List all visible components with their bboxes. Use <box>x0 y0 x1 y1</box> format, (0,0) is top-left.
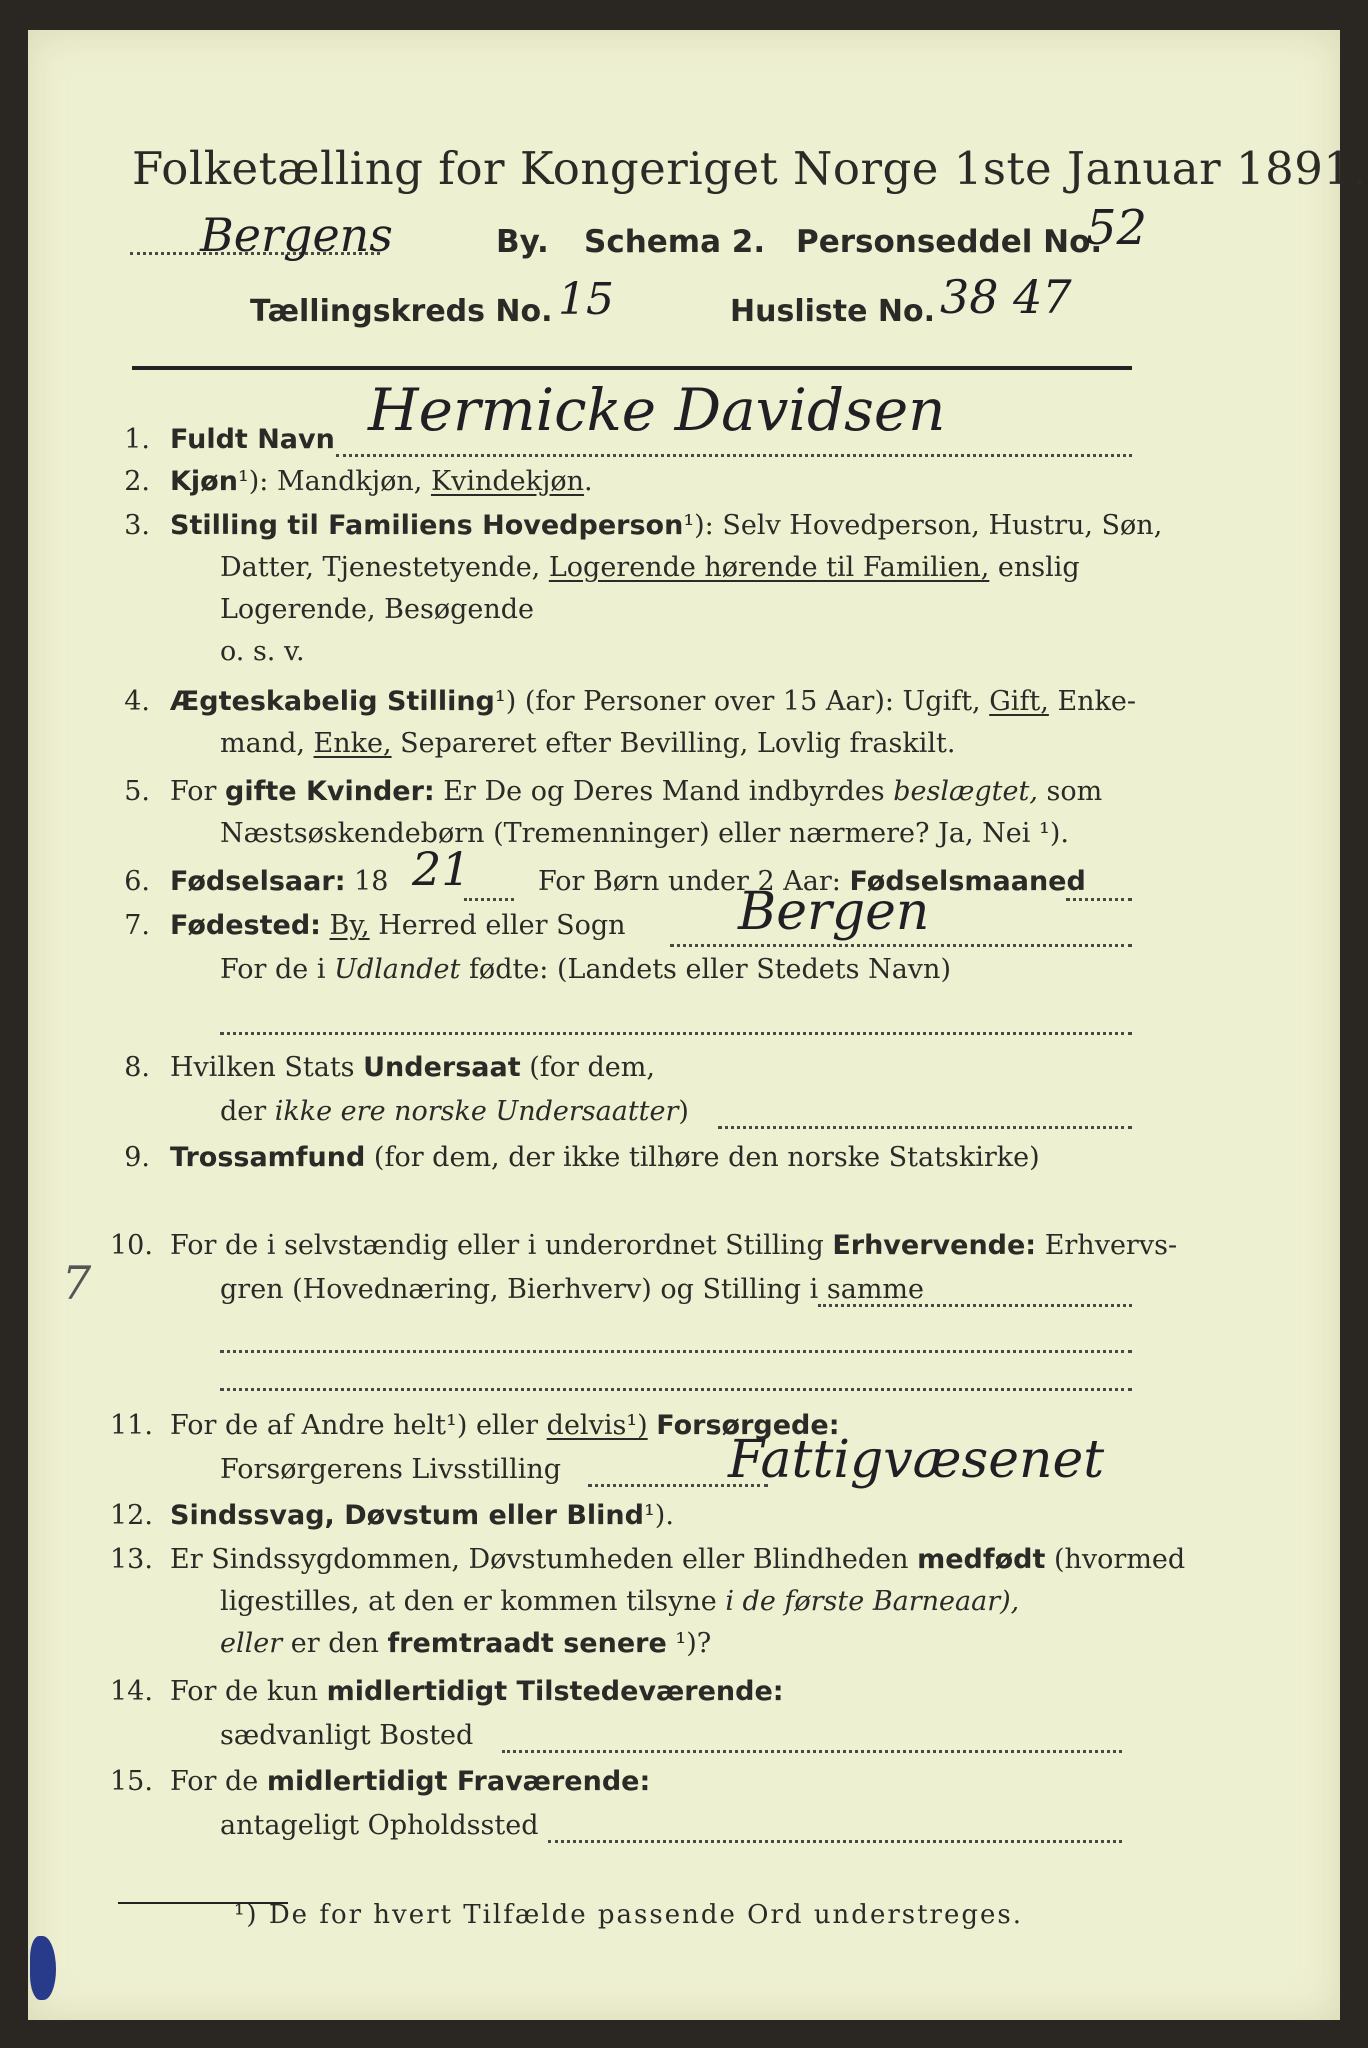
item-4-selected-gift: Gift, <box>989 686 1049 717</box>
item-4-selected-enke: Enke, <box>313 728 392 759</box>
item-13-number: 13. <box>110 1544 153 1575</box>
item-3-line-1 <box>170 510 1162 541</box>
personseddel-number: 52 <box>1086 200 1148 256</box>
item-13-text-a: Er Sindssygdommen, Døvstumheden eller Blindheden <box>170 1544 918 1575</box>
item-8-text-2a: der <box>220 1096 275 1127</box>
item-5-text-1b: som <box>1037 776 1103 807</box>
item-8-italic: ikke ere norske Undersaatter <box>274 1096 679 1127</box>
item-9-number: 9. <box>124 1142 150 1173</box>
item-9-line <box>170 1142 1040 1173</box>
item-5-label: gifte Kvinder: <box>225 776 435 807</box>
item-3-text-2b: enslig <box>989 552 1080 583</box>
margin-note: 7 <box>62 1256 92 1310</box>
item-7-italic: Udlandet <box>334 954 461 985</box>
schema-label: Schema 2. <box>584 224 766 260</box>
item-7-text-a <box>321 910 330 941</box>
item-5-text-1: Er De og Deres Mand indbyrdes <box>434 776 894 807</box>
item-7-text-b: Herred eller Sogn <box>369 910 626 941</box>
item-7-dots-2 <box>220 1032 1132 1035</box>
item-4-text-2b: Separeret efter Bevilling, Lovlig fraskilt. <box>391 728 956 759</box>
item-7-line-1 <box>170 910 626 941</box>
item-15-dots <box>548 1840 1122 1843</box>
form-title: Folketælling for Kongeriget Norge 1ste Januar 1891. <box>132 142 1368 195</box>
item-10-text-a: For de i selvstændig eller i underordnet Stilling <box>170 1230 833 1261</box>
item-13-italic-eller: eller <box>220 1628 283 1659</box>
item-10-text-b: Erhvervs- <box>1036 1230 1178 1261</box>
item-14-text-a: For de kun <box>170 1676 327 1707</box>
item-7-line-2 <box>220 954 951 985</box>
item-8-number: 8. <box>124 1052 150 1083</box>
item-4-number: 4. <box>124 686 150 717</box>
item-13-label-2: fremtraadt senere <box>387 1628 667 1659</box>
husliste-label: Husliste No. <box>730 294 935 329</box>
item-7-selected: By, <box>329 910 370 941</box>
item-8-text-a: Hvilken Stats <box>170 1052 364 1083</box>
item-14-number: 14. <box>110 1676 153 1707</box>
item-13-text-b: (hvormed <box>1045 1544 1186 1575</box>
item-2-text: ¹): Mandkjøn, <box>237 466 431 497</box>
item-14-line-2: sædvanligt Bosted <box>220 1720 474 1751</box>
item-4-line-1 <box>170 686 1136 717</box>
item-13-line-1 <box>170 1544 1185 1575</box>
item-10-dots-2 <box>220 1350 1132 1353</box>
item-3-number: 3. <box>124 510 150 541</box>
item-11-label: Forsørgede: <box>656 1410 840 1441</box>
item-15-line-2: antageligt Opholdssted <box>220 1810 539 1841</box>
item-13-line-3 <box>220 1628 711 1659</box>
item-11-text-a: For de af Andre helt¹) eller <box>170 1410 547 1441</box>
kreds-label: Tællingskreds No. <box>250 294 553 329</box>
ink-blot <box>30 1936 56 2000</box>
item-6-label: Fødselsaar: <box>170 866 346 897</box>
item-9-text: (for dem, der ikke tilhøre den norske Statskirke) <box>365 1142 1040 1173</box>
item-10-dots-3 <box>220 1388 1132 1391</box>
item-8-line-2 <box>220 1096 689 1127</box>
item-1-label: Fuldt Navn <box>170 424 335 455</box>
item-5-line-1 <box>170 776 1102 807</box>
item-3-line-4: o. s. v. <box>220 636 305 667</box>
item-4-text-1b: Enke- <box>1048 686 1137 717</box>
item-11-line-2: Forsørgerens Livsstilling <box>220 1454 562 1485</box>
item-7-label: Fødested: <box>170 910 321 941</box>
item-12-number: 12. <box>110 1500 153 1531</box>
item-15-label: midlertidigt Fraværende: <box>266 1766 651 1797</box>
item-13-text-3a: er den <box>282 1628 388 1659</box>
item-7-text-2b: fødte: (Landets eller Stedets Navn) <box>460 954 951 985</box>
item-3-text-2a: Datter, Tjenestetyende, <box>220 552 549 583</box>
item-4-line-2 <box>220 728 955 759</box>
item-13-text-3b: ¹)? <box>666 1628 712 1659</box>
item-14-label: midlertidigt Tilstedeværende: <box>326 1676 784 1707</box>
item-10-line-1 <box>170 1230 1177 1261</box>
item-8-text-2b: ) <box>678 1096 689 1127</box>
city-handwritten: Bergens <box>200 208 393 262</box>
item-13-text-2a: ligestilles, at den er kommen tilsyne <box>220 1586 726 1617</box>
item-15-text-a: For de <box>170 1766 267 1797</box>
by-label: By. <box>496 224 549 260</box>
birth-year-value: 21 <box>412 842 471 896</box>
item-5-line-2: Næstsøskendebørn (Tremenninger) eller nærmere? Ja, Nei ¹). <box>220 818 1069 849</box>
item-13-line-2 <box>220 1586 1019 1617</box>
item-8-text-b: (for dem, <box>520 1052 655 1083</box>
item-9-label: Trossamfund <box>170 1142 366 1173</box>
item-14-dots <box>502 1750 1122 1753</box>
item-6-dots-a <box>464 898 514 901</box>
item-4-text-2a: mand, <box>220 728 314 759</box>
item-6-text-b: For Børn under 2 Aar: <box>538 866 850 897</box>
item-14-line-1 <box>170 1676 784 1707</box>
item-7-dots <box>670 944 1132 947</box>
item-10-line-2: gren (Hovednæring, Bierhverv) og Stilling i samme <box>220 1274 925 1305</box>
item-13-label: medfødt <box>917 1544 1046 1575</box>
item-3-label: Stilling til Familiens Hovedperson <box>170 510 684 541</box>
provider-value: Fattigvæsenet <box>728 1430 1105 1490</box>
header-rule <box>132 366 1132 370</box>
item-3-line-3: Logerende, Besøgende <box>220 594 534 625</box>
item-11-number: 11. <box>110 1410 153 1441</box>
item-6-label-2: Fødselsmaaned <box>849 866 1086 897</box>
item-6-line <box>170 866 388 897</box>
item-5-text-a: For <box>170 776 226 807</box>
item-10-number: 10. <box>110 1230 153 1261</box>
item-10-dots-1 <box>818 1304 1132 1307</box>
item-7-text-2a: For de i <box>220 954 335 985</box>
item-4-text-1a: ¹) (for Personer over 15 Aar): Ugift, <box>494 686 990 717</box>
item-12-label: Sindssvag, Døvstum eller Blind <box>170 1500 644 1531</box>
husliste-number: 38 47 <box>940 270 1072 324</box>
item-11-selected: delvis¹) <box>546 1410 648 1441</box>
item-15-number: 15. <box>110 1766 153 1797</box>
item-13-italic: i de første Barneaar), <box>725 1586 1020 1617</box>
item-8-line-1 <box>170 1052 655 1083</box>
item-6-prefix: 18 <box>345 866 389 897</box>
item-5-italic: beslægtet, <box>893 776 1038 807</box>
item-3-line-2 <box>220 552 1080 583</box>
item-12-text: ¹). <box>643 1500 674 1531</box>
item-10-label: Erhvervende: <box>832 1230 1037 1261</box>
item-2-selected: Kvindekjøn <box>430 466 585 497</box>
full-name-value: Hermicke Davidsen <box>368 376 946 444</box>
item-8-label: Undersaat <box>363 1052 521 1083</box>
item-4-label: Ægteskabelig Stilling <box>170 686 495 717</box>
item-2-number: 2. <box>124 466 150 497</box>
item-1-dots <box>336 454 1132 457</box>
item-7-number: 7. <box>124 910 150 941</box>
item-6-dots-b <box>1066 898 1132 901</box>
item-6-number: 6. <box>124 866 150 897</box>
kreds-number: 15 <box>558 274 614 325</box>
footnote: ¹) De for hvert Tilfælde passende Ord understreges. <box>234 1900 1024 1930</box>
item-3-selected: Logerende hørende til Familien, <box>548 552 990 583</box>
item-12-line <box>170 1500 674 1531</box>
item-8-dots <box>718 1126 1132 1129</box>
personseddel-label: Personseddel No. <box>796 224 1103 260</box>
item-2-label: Kjøn <box>170 466 238 497</box>
item-2-line <box>170 466 593 497</box>
item-2-end: . <box>584 466 593 497</box>
item-3-text-1: ¹): Selv Hovedperson, Hustru, Søn, <box>683 510 1163 541</box>
birthplace-value: Bergen <box>738 882 930 942</box>
item-15-line-1 <box>170 1766 650 1797</box>
item-5-number: 5. <box>124 776 150 807</box>
item-1-number: 1. <box>124 424 150 455</box>
census-form-sheet <box>28 30 1368 2020</box>
